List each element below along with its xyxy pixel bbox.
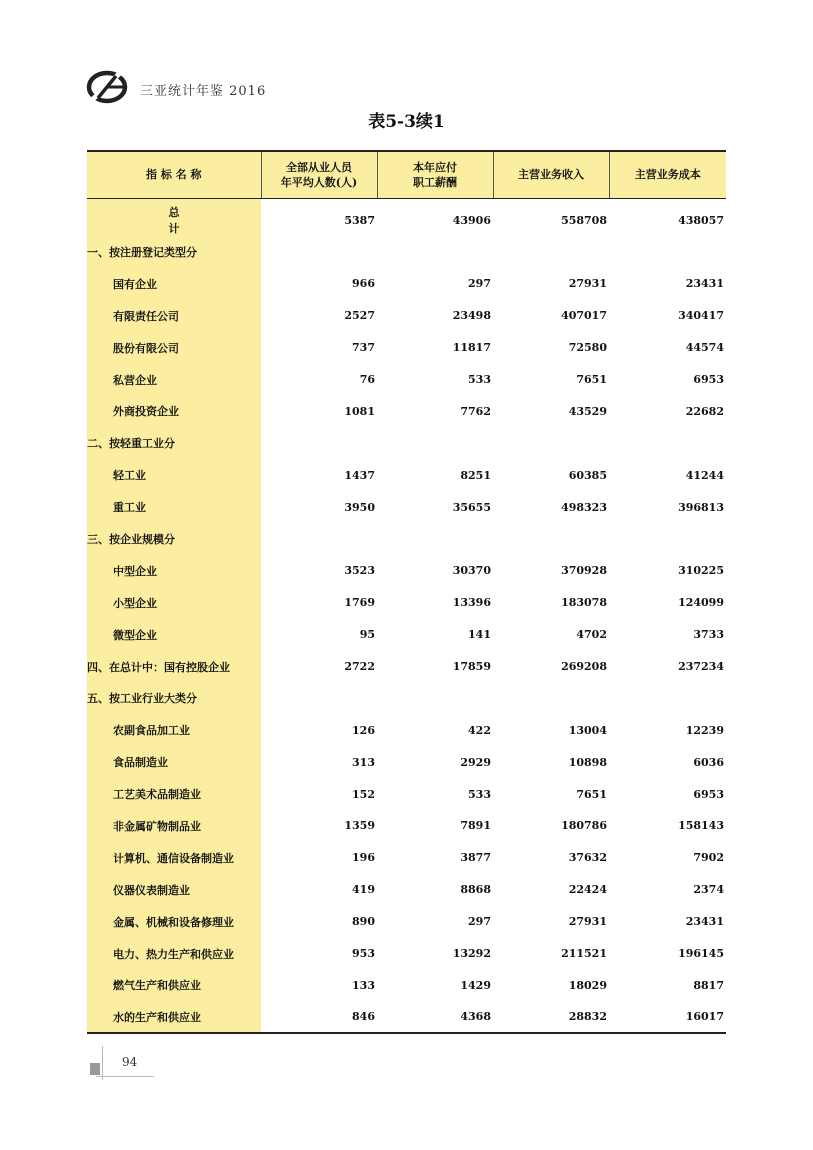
cell-value: 2722 <box>344 660 375 674</box>
cell-value: 13004 <box>568 723 607 737</box>
cell-value: 407017 <box>561 309 607 323</box>
column-header-line: 主营业务成本 <box>634 168 701 182</box>
cell-value: 422 <box>468 723 491 737</box>
cell-value: 95 <box>359 628 375 642</box>
cell-value: 6953 <box>693 373 724 386</box>
cell-value: 5387 <box>344 213 375 227</box>
table-title: 表5-3续1 <box>368 112 445 132</box>
cell-value: 953 <box>352 947 375 961</box>
cell-value <box>609 236 726 268</box>
cell-value <box>261 236 377 268</box>
row-label: 轻工业 <box>87 459 261 491</box>
cell-value: 2929 <box>460 755 491 769</box>
column-header-line: 本年应付 <box>413 160 457 174</box>
cell-value: 16017 <box>609 1001 726 1033</box>
category-row <box>87 651 726 683</box>
cell-value <box>609 427 726 459</box>
row-label: 中型企业 <box>87 555 261 587</box>
cell-value <box>377 523 493 555</box>
cell-value: 533 <box>468 373 491 386</box>
cell-value <box>261 682 377 714</box>
cell-value: 35655 <box>452 500 491 514</box>
column-header-line: 主营业务收入 <box>518 168 584 182</box>
row-label: 外商投资企业 <box>87 395 261 427</box>
row-label: 二、按轻重工业分 <box>87 427 261 459</box>
cell-value: 7651 <box>576 373 607 386</box>
cell-value: 23498 <box>452 309 491 323</box>
row-label: 水的生产和供应业 <box>87 1001 261 1033</box>
cell-value: 498323 <box>561 500 607 514</box>
cell-value: 27931 <box>568 277 607 291</box>
cell-value: 8251 <box>460 468 491 482</box>
cell-value: 533 <box>468 787 491 801</box>
statistics-table <box>87 150 726 1034</box>
cell-value: 340417 <box>678 309 724 323</box>
cell-value: 1429 <box>460 978 491 992</box>
row-label: 小型企业 <box>87 587 261 619</box>
cell-value: 180786 <box>561 819 607 833</box>
table-row <box>87 746 726 778</box>
table-row <box>87 364 726 396</box>
row-label: 股份有限公司 <box>87 332 261 364</box>
cell-value: 3950 <box>344 500 375 514</box>
cell-value: 22424 <box>568 883 607 897</box>
column-header-cost <box>609 151 726 198</box>
cell-value: 7902 <box>693 851 724 865</box>
cell-value: 8817 <box>693 978 724 992</box>
cell-value: 396813 <box>678 500 724 514</box>
footer-horizontal-rule <box>96 1076 154 1077</box>
cell-value <box>493 427 609 459</box>
table-row <box>87 778 726 810</box>
row-label: 计算机、通信设备制造业 <box>87 842 261 874</box>
cell-value: 438057 <box>678 213 724 227</box>
table-row <box>87 810 726 842</box>
cell-value: 7891 <box>460 819 491 833</box>
cell-value: 7651 <box>576 787 607 801</box>
cell-value: 124099 <box>678 596 724 610</box>
row-label: 非金属矿物制品业 <box>87 810 261 842</box>
total-row <box>87 204 726 236</box>
row-label: 三、按企业规模分 <box>87 523 261 555</box>
cell-value: 43906 <box>452 213 491 227</box>
cell-value: 7762 <box>460 404 491 418</box>
table-row <box>87 491 726 523</box>
cell-value: 3733 <box>693 628 724 642</box>
cell-value: 158143 <box>678 819 724 833</box>
column-header-payroll <box>377 151 493 198</box>
footer-vertical-rule <box>102 1046 103 1080</box>
row-label: 食品制造业 <box>87 746 261 778</box>
cell-value: 17859 <box>452 660 491 674</box>
cell-value: 4702 <box>576 628 607 642</box>
category-row <box>87 236 726 268</box>
table-row <box>87 714 726 746</box>
row-label: 四、在总计中：国有控股企业 <box>87 651 261 683</box>
cell-value: 2374 <box>693 883 724 897</box>
table-header-row <box>87 151 726 198</box>
cell-value: 269208 <box>561 660 607 674</box>
row-label: 五、按工业行业大类分 <box>87 682 261 714</box>
cell-value: 297 <box>468 277 491 291</box>
yearbook-title: 三亚统计年鉴 2016 <box>140 84 267 99</box>
cell-value <box>261 427 377 459</box>
cell-value: 23431 <box>685 915 724 929</box>
cell-value: 313 <box>352 755 375 769</box>
row-label: 金属、机械和设备修理业 <box>87 906 261 938</box>
cell-value: 141 <box>468 628 491 642</box>
cell-value: 13396 <box>452 596 491 610</box>
column-header-line: 指 标 名 称 <box>146 168 202 182</box>
cell-value <box>377 236 493 268</box>
table-row <box>87 300 726 332</box>
cell-value: 126 <box>352 723 375 737</box>
footer-mark <box>90 1063 100 1075</box>
cell-value: 60385 <box>568 468 607 482</box>
cell-value: 41244 <box>685 468 724 482</box>
row-label: 有限责任公司 <box>87 300 261 332</box>
cell-value: 3523 <box>344 564 375 578</box>
cell-value: 37632 <box>568 851 607 865</box>
cell-value: 152 <box>352 787 375 801</box>
cell-value: 1081 <box>344 404 375 418</box>
table-row <box>87 555 726 587</box>
table-row <box>87 332 726 364</box>
cell-value: 196 <box>352 851 375 865</box>
cell-value: 43529 <box>568 404 607 418</box>
cell-value: 419 <box>352 883 375 897</box>
table-row <box>87 1001 726 1033</box>
row-label: 工艺美术品制造业 <box>87 778 261 810</box>
cell-value: 8868 <box>460 883 491 897</box>
column-header-line: 职工薪酬 <box>413 175 457 189</box>
cell-value: 4368 <box>377 1001 493 1033</box>
cell-value <box>609 523 726 555</box>
row-label: 重工业 <box>87 491 261 523</box>
cell-value: 6953 <box>693 787 724 801</box>
row-label: 农副食品加工业 <box>87 714 261 746</box>
cell-value <box>261 523 377 555</box>
table-row <box>87 906 726 938</box>
cell-value: 72580 <box>568 341 607 355</box>
cell-value: 76 <box>359 373 375 386</box>
row-label: 私营企业 <box>87 364 261 396</box>
cell-value: 22682 <box>685 404 724 418</box>
cell-value: 737 <box>352 341 375 355</box>
cell-value: 28832 <box>493 1001 609 1033</box>
cell-value: 13292 <box>452 947 491 961</box>
table-row <box>87 619 726 651</box>
category-row <box>87 682 726 714</box>
table-row <box>87 969 726 1001</box>
cell-value: 133 <box>352 978 375 992</box>
column-header-employees <box>261 151 377 198</box>
cell-value: 297 <box>468 915 491 929</box>
cell-value: 11817 <box>452 341 491 355</box>
table-row <box>87 268 726 300</box>
cell-value: 558708 <box>561 213 607 227</box>
cell-value: 211521 <box>561 947 607 961</box>
table-row <box>87 842 726 874</box>
cell-value <box>377 427 493 459</box>
cell-value: 1437 <box>344 468 375 482</box>
cell-value: 183078 <box>561 596 607 610</box>
cell-value: 966 <box>352 277 375 291</box>
cell-value: 196145 <box>678 947 724 961</box>
column-header-indicator <box>87 151 261 198</box>
cell-value: 890 <box>352 915 375 929</box>
cell-value: 2527 <box>344 309 375 323</box>
row-label: 微型企业 <box>87 619 261 651</box>
page-number: 94 <box>122 1055 138 1069</box>
cell-value <box>609 682 726 714</box>
table-row <box>87 395 726 427</box>
table-row <box>87 938 726 970</box>
cell-value: 30370 <box>452 564 491 578</box>
cell-value: 846 <box>261 1001 377 1033</box>
cell-value: 6036 <box>693 755 724 769</box>
category-row <box>87 523 726 555</box>
cell-value: 1359 <box>344 819 375 833</box>
cell-value: 23431 <box>685 277 724 291</box>
cell-value: 310225 <box>678 564 724 578</box>
cell-value <box>493 236 609 268</box>
column-header-line: 全部从业人员 <box>286 160 352 174</box>
table-row <box>87 459 726 491</box>
cell-value: 44574 <box>685 341 724 355</box>
cell-value <box>377 682 493 714</box>
column-header-revenue <box>493 151 609 198</box>
category-row <box>87 427 726 459</box>
row-label: 仪器仪表制造业 <box>87 874 261 906</box>
cell-value <box>493 682 609 714</box>
cell-value: 3877 <box>460 851 491 865</box>
cell-value <box>493 523 609 555</box>
cell-value: 27931 <box>568 915 607 929</box>
table-row <box>87 587 726 619</box>
yearbook-logo-icon <box>86 70 130 104</box>
table-row <box>87 874 726 906</box>
column-header-line: 年平均人数(人) <box>280 175 358 189</box>
cell-value: 1769 <box>344 596 375 610</box>
row-label: 国有企业 <box>87 268 261 300</box>
cell-value: 237234 <box>678 660 724 674</box>
cell-value: 370928 <box>561 564 607 578</box>
row-label: 燃气生产和供应业 <box>87 969 261 1001</box>
cell-value: 10898 <box>568 755 607 769</box>
row-label: 总 计 <box>87 204 261 236</box>
row-label: 电力、热力生产和供应业 <box>87 938 261 970</box>
cell-value: 12239 <box>685 723 724 737</box>
cell-value: 18029 <box>568 978 607 992</box>
row-label: 一、按注册登记类型分 <box>87 236 261 268</box>
table-body <box>87 198 726 1033</box>
